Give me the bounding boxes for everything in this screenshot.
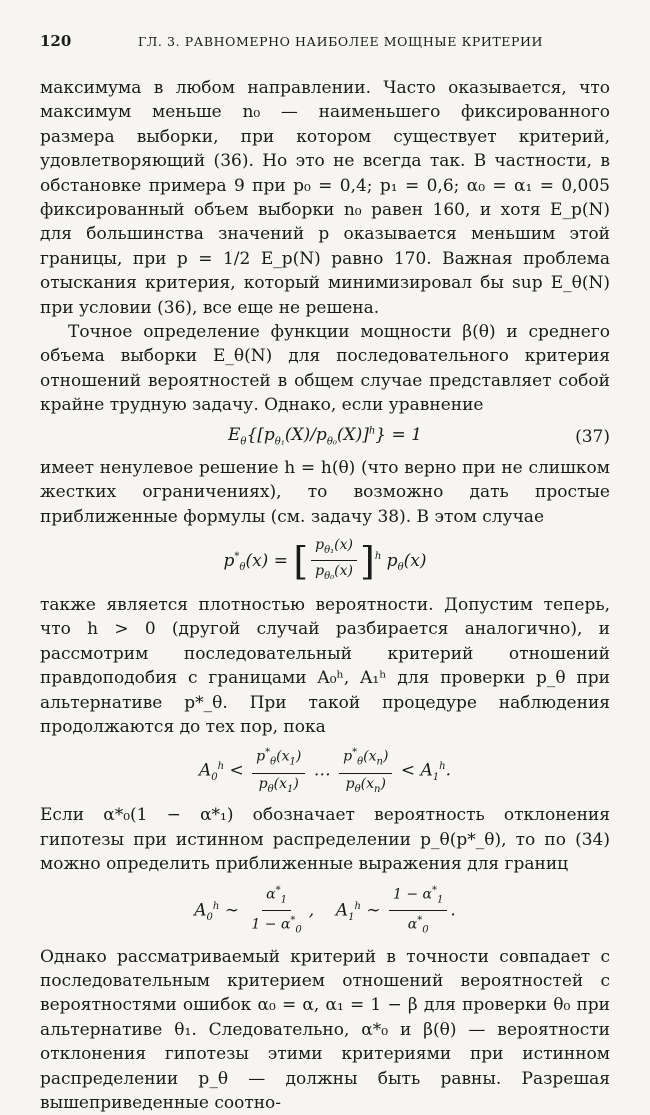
paragraph-5: Если α*₀(1 − α*₁) обозначает вероятность отклонения гипотезы при истинном распределении p_θ(p*_θ), то по (34) можно определить приближенные выражения для границ (40, 805, 610, 875)
paragraph-6: Однако рассматриваемый критерий в точности совпадает с последовательным критерием отношений вероятностей с вероятностями ошибок α₀ = α, α₁ = 1 − β для проверки θ₀ при альтернативе θ₁. Следовательно, α*₀ и β(θ) — вероятности отклонения гипотезы этими критериями при истинном распределении p_θ — должны быть равны. Разрешая вышеприведенные соотно- (40, 946, 610, 1113)
page-body (40, 76, 610, 1115)
equation-p-star: $p^*_\theta(x)$ = [ $\frac{p_{\theta_1}(x)}{p_{\theta_0}(x)}$ ]$^h$ $p_\theta(x)$ (223, 536, 427, 583)
paragraph-3: имеет ненулевое решение h = h(θ) (что верно при не слишком жестких ограничениях), то возможно дать простые приближенные формулы (см. задачу 38). В этом случае (40, 457, 610, 527)
paragraph-4: также является плотностью вероятности. Допустим теперь, что h > 0 (другой случай разбирается аналогично), и рассмотрим последовательный критерий отношений правдоподобия с границами A₀ʰ, A₁ʰ для проверки p_θ при альтернативе p*_θ. При такой процедуре наблюдения продолжаются до тех пор, пока (40, 594, 610, 737)
paragraph-2: Точное определение функции мощности β(θ) и среднего объема выборки E_θ(N) для последовательного критерия отношений вероятностей в общем случае представляет собой крайне трудную задачу. Однако, если уравнение (40, 322, 610, 416)
equation-37-number: (37) (575, 426, 610, 447)
paragraph-1: максимума в любом направлении. Часто оказывается, что максимум меньше n₀ — наименьшего фиксированного размера выборки, при котором существует критерий, удовлетворяющий (36). Но это не всегда так. В частности, в обстановке примера 9 при p₀ = 0,4; p₁ = 0,6; α₀ = α₁ = 0,005 фиксированный объем выборки n₀ равен 160, и хотя E_p(N) для большинства значений p оказывается меньшим этой границы, при p = 1/2 E_p(N) равно 170. Важная проблема отыскания критерия, который минимизировал бы sup E_θ(N) при условии (36), все еще не решена. (40, 78, 610, 318)
page-header (40, 32, 610, 54)
equation-continuation-region: $A_0^h$ < $\frac{p^*_\theta(x_1)}{p_\theta(x_1)}$ … $\frac{p^*_\theta(x_n)}{p_\theta(x_n)}$ < $A_1^h$. (198, 747, 452, 795)
equation-37: $E_\theta\{[p_{\theta_1}(X)/p_{\theta_0}(X)]^h\} = 1$ (37) (228, 425, 610, 448)
page-number: 120 (40, 32, 72, 50)
running-title: ГЛ. 3. РАВНОМЕРНО НАИБОЛЕЕ МОЩНЫЕ КРИТЕРИИ (138, 34, 544, 49)
equation-boundaries: $A_0^h$ ∼ $\frac{\alpha^*_1}{1 - \alpha^*_0}$ , $A_1^h$ ∼ $\frac{1 - \alpha^*_1}{\alpha^*_0}$ . (194, 884, 456, 936)
